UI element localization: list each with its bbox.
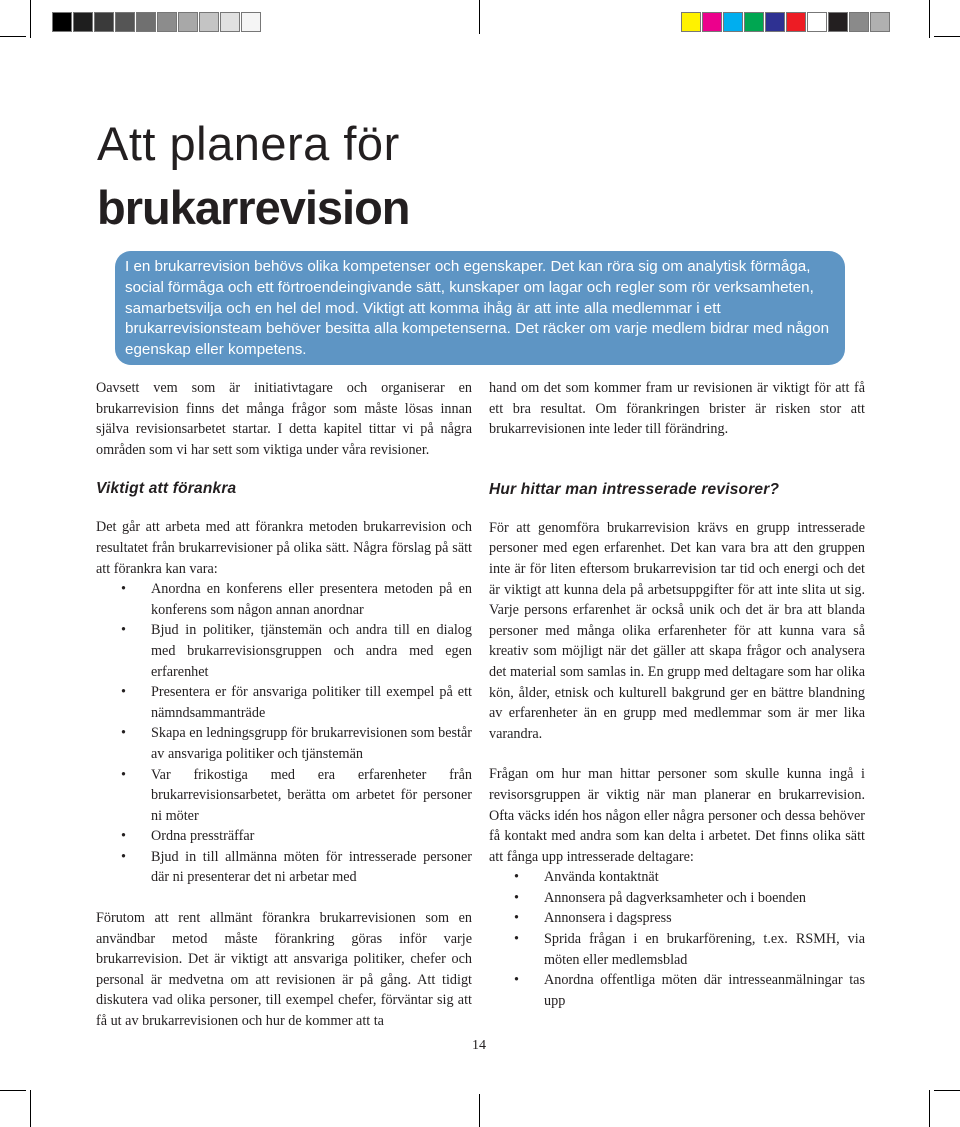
color-swatch: [220, 12, 240, 32]
revisorer-bullet-list: [489, 867, 865, 1011]
color-swatch: [744, 12, 764, 32]
list-item-text: Annonsera på dagverksamheter och i boenden: [544, 889, 806, 906]
color-swatch: [849, 12, 869, 32]
list-item-text: Anordna offentliga möten där intresseanmälningar tas upp: [544, 972, 865, 1009]
list-item-text: Presentera er för ansvariga politiker till exempel på ett nämndsammanträde: [151, 684, 472, 721]
list-item: [96, 765, 472, 827]
list-item: [96, 826, 472, 847]
grayscale-color-bar: [52, 12, 262, 34]
forankra-bullet-list: [96, 579, 472, 888]
list-item-text: Annonsera i dagspress: [544, 910, 672, 927]
right-paragraph-3: Frågan om hur man hittar personer som skulle kunna ingå i revisorsgruppen är viktig när man planerar en brukarrevision. Ofta väcks idén hos någon eller några personer och dessa behöver få kontakt med andra som kan delta i arbetet. Det finns olika sätt att fånga upp intresserade deltagare:: [489, 766, 865, 865]
color-swatch: [157, 12, 177, 32]
list-item: [489, 970, 865, 1011]
register-mark: [479, 0, 480, 34]
list-item: [96, 847, 472, 888]
bullet-icon: •: [514, 931, 519, 948]
title-line-2: brukarrevision: [97, 181, 410, 234]
bullet-icon: •: [121, 684, 126, 701]
list-item: [489, 929, 865, 970]
crop-mark: [30, 1090, 31, 1127]
bullet-icon: •: [514, 910, 519, 927]
crop-mark: [934, 1090, 960, 1091]
left-paragraph-1: Oavsett vem som är initiativtagare och organiserar en brukarrevision finns det många frågor som måste lösas innan själva revisionsarbetet startar. I detta kapitel tittar vi på några områden som vi har sett som viktiga under våra revisioner.: [96, 380, 472, 458]
list-item: [96, 723, 472, 764]
bullet-icon: •: [514, 889, 519, 906]
section-heading-revisorer: Hur hittar man intresserade revisorer?: [489, 480, 780, 498]
intro-box: [115, 251, 845, 365]
color-swatch: [786, 12, 806, 32]
right-column: [489, 378, 865, 1011]
list-item: [96, 579, 472, 620]
list-item-text: Sprida frågan i en brukarförening, t.ex. RSMH, via möten eller medlemsblad: [544, 931, 865, 968]
crop-mark: [0, 36, 26, 37]
left-column: [96, 378, 472, 1032]
process-color-bar: [681, 12, 891, 34]
color-swatch: [807, 12, 827, 32]
bullet-icon: •: [514, 972, 519, 989]
color-swatch: [723, 12, 743, 32]
right-paragraph-1: hand om det som kommer fram ur revisionen är viktigt för att få ett bra resultat. Om förankringen brister är risken stor att brukarrevisionen inte leder till förändring.: [489, 380, 865, 438]
intro-text: I en brukarrevision behövs olika kompetenser och egenskaper. Det kan röra sig om analytisk förmåga, social förmåga och ett förtroendeingivande sätt, kunskaper om lagar och regler som rör verksamheten, samarbetsvilja och en hel del mod. Viktigt att komma ihåg är att inte alla medlemmar i ett brukarrevisionsteam behöver besitta alla kompetenserna. Det räcker om varje medlem bidrar med någon egenskap eller kompetens.: [125, 258, 830, 359]
crop-mark: [30, 0, 31, 38]
list-item-text: Skapa en ledningsgrupp för brukarrevisionen som består av ansvariga politiker och tjänstemän: [151, 725, 472, 762]
list-item-text: Ordna pressträffar: [151, 828, 255, 845]
color-swatch: [241, 12, 261, 32]
list-item: [489, 867, 865, 888]
color-swatch: [870, 12, 890, 32]
color-swatch: [52, 12, 72, 32]
register-mark: [479, 1094, 480, 1127]
list-item: [96, 682, 472, 723]
list-item: [489, 888, 865, 909]
list-item-text: Bjud in till allmänna möten för intresserade personer där ni presenterar det ni arbetar med: [151, 848, 472, 886]
right-paragraph-2: För att genomföra brukarrevision krävs en grupp intresserade personer med egen erfarenhet. Det kan vara bra att den gruppen inte är för liten eftersom brukarrevision tar tid och energi och det är viktigt att kunna dela på arbetsuppgifter för att inte slita ut sig. Varje persons erfarenhet är också unik och det är bra att blanda personer med många olika erfarenheter för att kunna vara så kreativ som möjligt när det gäller att skapa frågor och analysera det material som samlas in. En grupp med deltagare som har olika kön, ålder, etnisk och kulturell bakgrund ger en bättre blandning av erfarenheter än en grupp med medlemmar som är mer lika varandra.: [489, 519, 865, 742]
color-swatch: [136, 12, 156, 32]
color-swatch: [115, 12, 135, 32]
list-item-text: Bjud in politiker, tjänstemän och andra till en dialog med brukarrevisionsgruppen och andra med egen erfarenhet: [151, 622, 472, 680]
left-paragraph-2: Det går att arbeta med att förankra metoden brukarrevision och resultatet från brukarrevisioner på olika sätt. Några förslag på sätt att förankra kan vara:: [96, 519, 472, 577]
crop-mark: [929, 0, 930, 38]
color-swatch: [178, 12, 198, 32]
list-item: [96, 620, 472, 682]
color-swatch: [765, 12, 785, 32]
left-paragraph-3: Förutom att rent allmänt förankra brukarrevisionen som en användbar metod måste förankring göras inför varje brukarrevision. Det är viktigt att ansvariga politiker, chefer och personal är medvetna om att revisionen är på gång. Att tidigt diskutera vad olika personer, till exempel chefer, förväntar sig att få ut av brukarrevisionen och hur de kommer att ta: [96, 910, 472, 1030]
bullet-icon: •: [121, 581, 126, 598]
bullet-icon: •: [121, 622, 126, 639]
color-swatch: [702, 12, 722, 32]
bullet-icon: •: [514, 869, 519, 886]
crop-mark: [0, 1090, 26, 1091]
color-swatch: [828, 12, 848, 32]
bullet-icon: •: [121, 828, 126, 845]
color-swatch: [94, 12, 114, 32]
bullet-icon: •: [121, 848, 126, 865]
bullet-icon: •: [121, 766, 126, 783]
color-swatch: [681, 12, 701, 32]
page-number: 14: [472, 1038, 486, 1053]
crop-mark: [934, 36, 960, 37]
color-swatch: [199, 12, 219, 32]
section-heading-forankra: Viktigt att förankra: [96, 480, 237, 498]
color-swatch: [73, 12, 93, 32]
list-item-text: Använda kontaktnät: [544, 869, 659, 886]
crop-mark: [929, 1090, 930, 1127]
list-item-text: Var frikostiga med era erfarenheter från brukarrevisionsarbetet, berätta om arbetet för personer ni möter: [151, 766, 472, 824]
list-item-text: Anordna en konferens eller presentera metoden på en konferens som någon annan anordnar: [151, 581, 472, 618]
bullet-icon: •: [121, 725, 126, 742]
title-line-1: Att planera för: [97, 117, 400, 170]
list-item: [489, 908, 865, 929]
page-title: [97, 112, 410, 240]
